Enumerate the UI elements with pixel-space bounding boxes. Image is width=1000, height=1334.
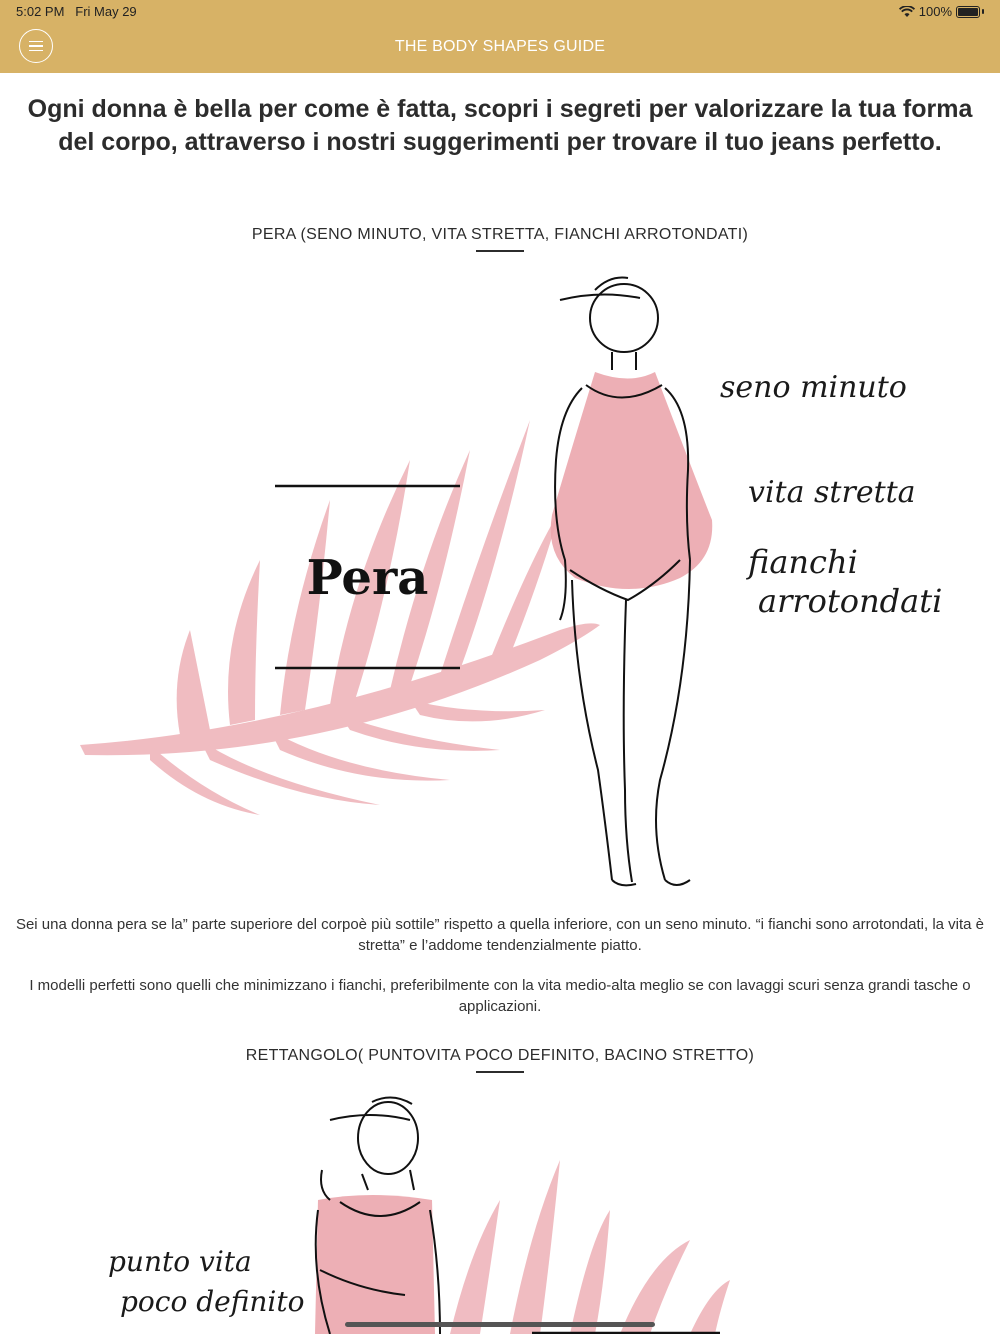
pera-label: Pera	[306, 550, 429, 606]
page-title: THE BODY SHAPES GUIDE	[394, 38, 606, 55]
status-time	[16, 4, 137, 19]
palm-leaf	[80, 420, 600, 815]
intro-text: Ogni donna è bella per come è fatta, scopri i segreti per valorizzare la tua forma del corpo, attraverso i nostri suggerimenti per trovare il tuo jeans perfetto.	[27, 95, 973, 156]
note-arrotondati: arrotondati	[758, 582, 943, 620]
pera-description: Sei una donna pera se la” parte superiore del corpoè più sottile” rispetto a quella inferiore, con un seno minuto. “i fianchi sono arrotondati, la vita è stretta” e l’addome tendenzialmente piatto.	[15, 916, 985, 954]
note-vita-stretta: vita stretta	[748, 475, 916, 510]
section-title-rettangolo: RETTANGOLO( PUNTOVITA POCO DEFINITO, BACINO STRETTO)	[245, 1047, 755, 1064]
status-indicators	[899, 4, 984, 19]
note-fianchi: fianchi	[748, 543, 858, 581]
battery-icon	[956, 6, 980, 18]
note-poco-definito: poco definito	[120, 1285, 305, 1318]
top-bar	[0, 0, 1000, 73]
section-underline	[476, 250, 524, 252]
battery-percent: 100%	[918, 4, 952, 19]
rettangolo-illustration	[0, 1090, 1000, 1334]
home-indicator[interactable]	[345, 1322, 655, 1327]
pera-recommendation: I modelli perfetti sono quelli che minimizzano i fianchi, preferibilmente con la vita medio-alta meglio se con lavaggi scuri senza grandi tasche o applicazioni.	[29, 977, 971, 1015]
status-clock: 5:02 PM	[16, 4, 65, 19]
pera-illustration	[0, 260, 1000, 895]
battery-tip	[982, 9, 984, 14]
note-seno-minuto: seno minuto	[720, 370, 907, 405]
status-date: Fri May 29	[75, 4, 137, 19]
wifi-icon	[899, 6, 915, 18]
section-underline	[476, 1071, 524, 1073]
note-punto-vita: punto vita	[108, 1245, 252, 1278]
section-title-pera: PERA (SENO MINUTO, VITA STRETTA, FIANCHI ARROTONDATI)	[251, 226, 749, 243]
